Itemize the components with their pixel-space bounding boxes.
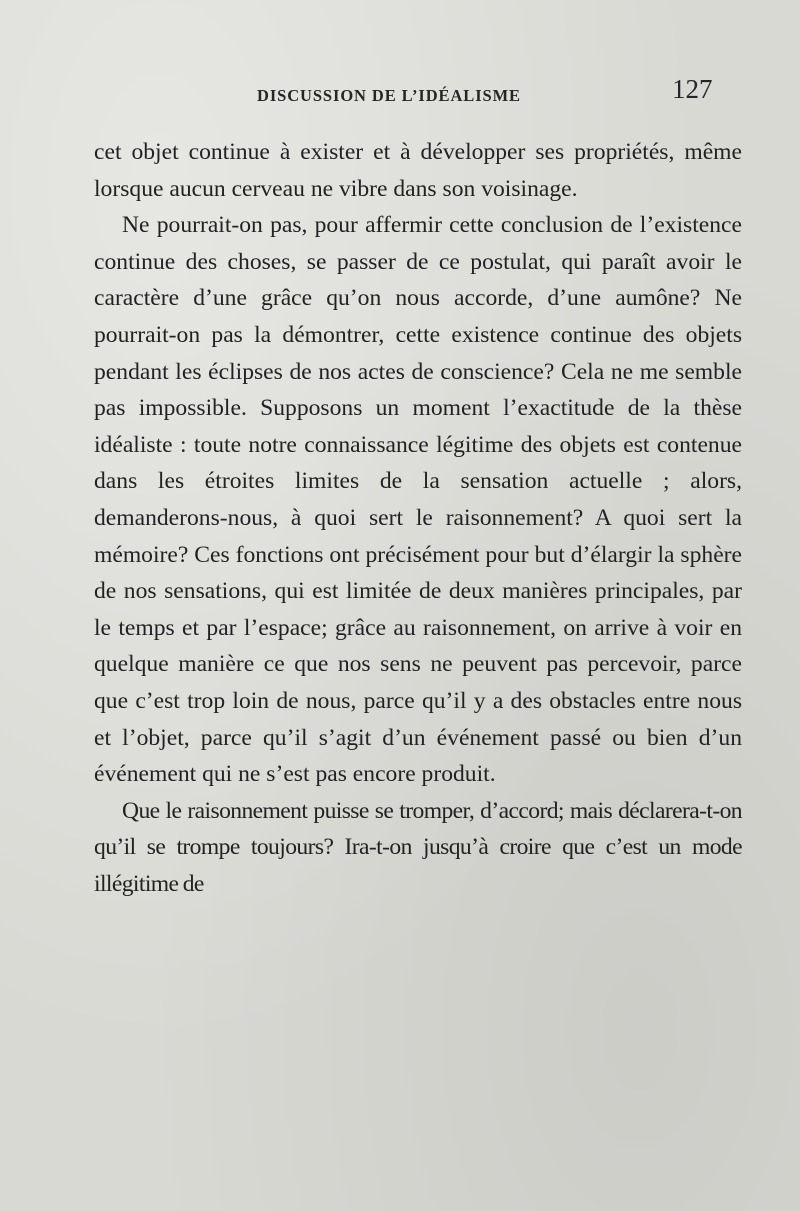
paragraph-final: Que le raisonnement puisse se tromper, d’accord; mais déclarera-t-on qu’il se trompe toujours? Ira-t-on jusqu’à croire que c’est un mode illégitime de xyxy=(94,797,742,897)
body-text xyxy=(94,134,742,902)
paragraph-continuation: cet objet continue à exister et à développer ses propriétés, même lorsque aucun cerveau ne vibre dans son voisinage. xyxy=(94,139,742,202)
page-number: 127 xyxy=(672,74,713,104)
paragraph-main: Ne pourrait-on pas, pour affermir cette conclusion de l’existence continue des choses, se passer de ce postulat, qui paraît avoir le caractère d’une grâce qu’on nous accorde, d’une aumône? Ne pourrait-on pas la démontrer, cette existence continue des objets pendant les éclipses de nos actes de conscience? Cela ne me semble pas impossible. Supposons un moment l’exactitude de la thèse idéaliste : toute notre connaissance légitime des objets est contenue dans les étroites limites de la sensation actuelle ; alors, demanderons-nous, à quoi sert le raisonnement? A quoi sert la mémoire? Ces fonctions ont précisément pour but d’élargir la sphère de nos sensations, qui est limitée de deux manières principales, par le temps et par l’espace; grâce au raisonnement, on arrive à voir en quelque manière ce que nos sens ne peuvent pas percevoir, parce que c’est trop loin de nous, parce qu’il y a des obstacles entre nous et l’objet, parce qu’il s’agit d’un événement passé ou bien d’un événement qui ne s’est pas encore produit. xyxy=(94,212,742,788)
running-title: DISCUSSION DE L’IDÉALISME xyxy=(257,86,521,105)
running-head xyxy=(0,72,800,112)
